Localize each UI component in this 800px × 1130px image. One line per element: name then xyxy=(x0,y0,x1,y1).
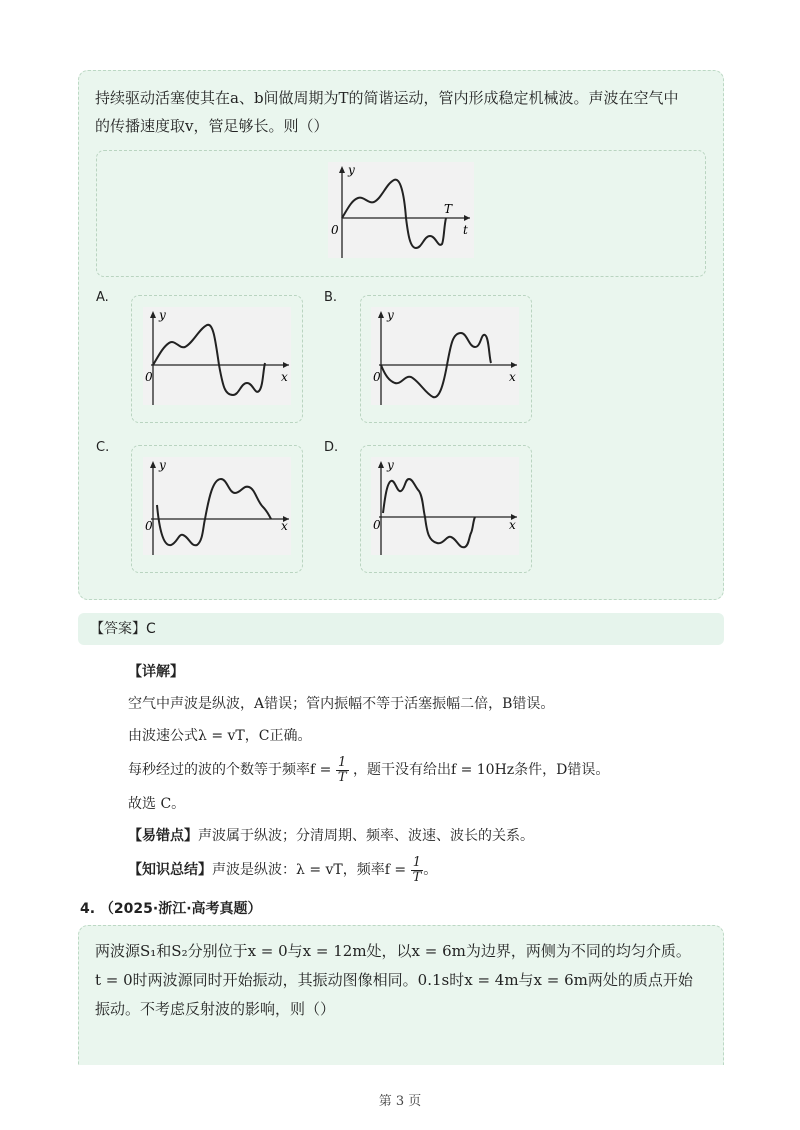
explanation-section xyxy=(128,656,718,888)
summary-fraction xyxy=(411,856,424,885)
question-4-line-3: 振动。不考虑反射波的影响，则（） xyxy=(95,1000,336,1018)
option-a-y-label: y xyxy=(159,308,166,322)
option-b-origin: 0 xyxy=(373,370,381,384)
explanation-line-2: 由波速公式λ = vT，C正确。 xyxy=(128,728,312,744)
option-d-y-label: y xyxy=(387,458,394,472)
summary-row xyxy=(128,852,718,888)
question-4-stem xyxy=(95,937,715,1024)
explanation-line-4: 故选 C。 xyxy=(128,796,186,812)
option-c-label[interactable]: C. xyxy=(96,440,110,455)
summary-text-after: 。 xyxy=(423,862,438,878)
option-b-label[interactable]: B. xyxy=(324,290,338,305)
summary-fraction-numerator: 1 xyxy=(411,856,424,871)
pitfall-text: 声波属于纵波；分清周期、频率、波速、波长的关系。 xyxy=(198,828,534,844)
option-b-graph xyxy=(371,307,519,405)
option-b-x-label: x xyxy=(509,370,516,384)
question-4-line-2: t = 0时两波源同时开始振动，其振动图像相同。0.1s时x = 4m与x = 6m两处的质点开始 xyxy=(95,971,693,989)
option-c-origin: 0 xyxy=(145,519,153,533)
question-3-stem xyxy=(95,84,715,140)
stem-graph-period-label: T xyxy=(444,202,453,216)
explanation-line-1: 空气中声波是纵波，A错误；管内振幅不等于活塞振幅二倍，B错误。 xyxy=(128,696,555,712)
option-d-origin: 0 xyxy=(373,518,381,532)
option-d-label[interactable]: D. xyxy=(324,440,339,455)
pitfall-heading: 【易错点】 xyxy=(128,828,198,844)
option-c-graph xyxy=(143,457,291,555)
option-d-graph xyxy=(371,457,519,555)
option-d-x-label: x xyxy=(509,518,516,532)
question-4-line-1: 两波源S₁和S₂分别位于x = 0与x = 12m处，以x = 6m为边界，两侧为不同的均匀介质。 xyxy=(95,942,691,960)
fraction-numerator: 1 xyxy=(336,756,349,771)
pitfall-row xyxy=(128,820,718,852)
summary-fraction-denominator: T xyxy=(412,869,422,885)
answer-bar: 【答案】C xyxy=(78,613,724,645)
option-c-y-label: y xyxy=(159,458,166,472)
explanation-line-3-before: 每秒经过的波的个数等于频率f = xyxy=(128,762,332,778)
option-a-label[interactable]: A. xyxy=(96,290,109,305)
stem-graph-t-label: t xyxy=(463,223,468,237)
stem-graph-y-label: y xyxy=(348,163,355,177)
stem-line-2: 的传播速度取v，管足够长。则（） xyxy=(95,117,329,135)
explanation-line-3-after: ，题干没有给出f = 10Hz条件，D错误。 xyxy=(352,762,610,778)
stem-graph-origin: 0 xyxy=(331,223,339,237)
option-b-y-label: y xyxy=(387,308,394,322)
stem-line-1: 持续驱动活塞使其在a、b间做周期为T的简谐运动，管内形成稳定机械波。声波在空气中 xyxy=(95,89,679,107)
page-number: 第 3 页 xyxy=(378,1094,422,1109)
summary-heading: 【知识总结】 xyxy=(128,862,212,878)
option-a-graph xyxy=(143,307,291,405)
frequency-fraction xyxy=(336,756,349,785)
explanation-line-3 xyxy=(128,752,718,788)
summary-text-before: 声波是纵波：λ = vT，频率f = xyxy=(212,862,407,878)
stem-vibration-graph xyxy=(328,162,474,258)
option-a-x-label: x xyxy=(281,370,288,384)
option-c-x-label: x xyxy=(281,519,288,533)
question-4-title: 4. （2025·浙江·高考真题） xyxy=(80,901,262,917)
explanation-heading: 【详解】 xyxy=(128,664,184,680)
fraction-denominator: T xyxy=(337,769,347,785)
option-a-origin: 0 xyxy=(145,370,153,384)
